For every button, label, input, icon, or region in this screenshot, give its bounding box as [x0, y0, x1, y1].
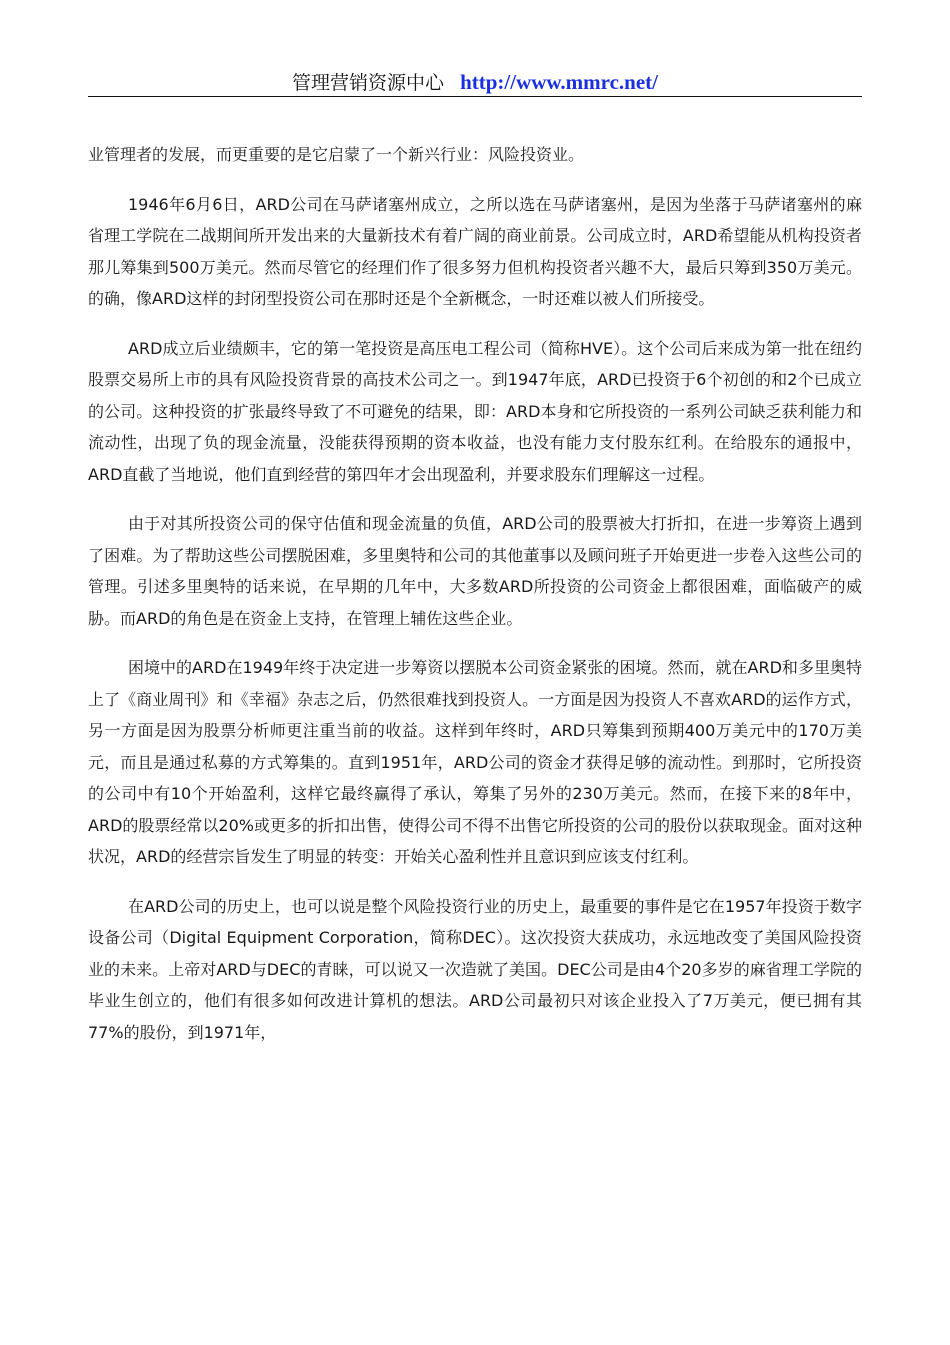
paragraph-ard-1949-fundraising: 困境中的ARD在1949年终于决定进一步筹资以摆脱本公司资金紧张的困境。然而，就在ARD和多里奥特上了《商业周刊》和《幸福》杂志之后，仍然很难找到投资人。一方面是因为投资人不喜欢ARD的运作方式，另一方面是因为股票分析师更注重当前的收益。这样到年终时，ARD只筹集到预期400万美元中的170万美元，而且是通过私募的方式筹集的。直到1951年，ARD公司的资金才获得足够的流动性。到那时，它所投资的公司中有10个开始盈利，这样它最终赢得了承认，筹集了另外的230万美元。然而，在接下来的8年中，ARD的股票经常以20%或更多的折扣出售，使得公司不得不出售它所投资的公司的股份以获取现金。面对这种状况，ARD的经营宗旨发生了明显的转变：开始关心盈利性并且意识到应该支付红利。: [88, 658, 862, 866]
header-divider: [88, 96, 862, 97]
paragraph-continuation: 业管理者的发展，而更重要的是它启蒙了一个新兴行业：风险投资业。: [88, 145, 585, 164]
paragraph-ard-founding: 1946年6月6日，ARD公司在马萨诸塞州成立，之所以选在马萨诸塞州，是因为坐落于马萨诸塞州的麻省理工学院在二战期间所开发出来的大量新技术有着广阔的商业前景。公司成立时，ARD希望能从机构投资者那儿筹集到500万美元。然而尽管它的经理们作了很多努力但机构投资者兴趣不大，最后只筹到350万美元。的确，像ARD这样的封闭型投资公司在那时还是个全新概念，一时还难以被人们所接受。: [88, 194, 862, 308]
document-body: [88, 139, 862, 1066]
page-header: [88, 68, 862, 96]
paragraph-ard-dec-investment: 在ARD公司的历史上，也可以说是整个风险投资行业的历史上，最重要的事件是它在1957年投资于数字设备公司（Digital Equipment Corporation，简称DEC）。这次投资大获成功，永远地改变了美国风险投资业的未来。上帝对ARD与DEC的青睐，可以说又一次造就了美国。DEC公司是由4个20多岁的麻省理工学院的毕业生创立的，他们有很多如何改进计算机的想法。ARD公司最初只对该企业投入了7万美元，便已拥有其77%的股份，到1971年，: [88, 896, 862, 1042]
paragraph-ard-financing-difficulty: 由于对其所投资公司的保守估值和现金流量的负值，ARD公司的股票被大打折扣，在进一步筹资上遇到了困难。为了帮助这些公司摆脱困难，多里奥特和公司的其他董事以及顾问班子开始更进一步卷入这些公司的管理。引述多里奥特的话来说，在早期的几年中，大多数ARD所投资的公司资金上都很困难，面临破产的威胁。而ARD的角色是在资金上支持，在管理上辅佐这些企业。: [88, 514, 862, 628]
header-site-name: 管理营销资源中心: [292, 72, 445, 94]
header-url-link[interactable]: http://www.mmrc.net/: [460, 70, 658, 94]
paragraph-ard-early-investments: ARD成立后业绩颇丰，它的第一笔投资是高压电工程公司（简称HVE）。这个公司后来成为第一批在纽约股票交易所上市的具有风险投资背景的高技术公司之一。到1947年底，ARD已投资于6个初创的和2个已成立的公司。这种投资的扩张最终导致了不可避免的结果，即：ARD本身和它所投资的一系列公司缺乏获利能力和流动性，出现了负的现金流量，没能获得预期的资本收益，也没有能力支付股东红利。在给股东的通报中，ARD直截了当地说，他们直到经营的第四年才会出现盈利，并要求股东们理解这一过程。: [88, 338, 862, 484]
